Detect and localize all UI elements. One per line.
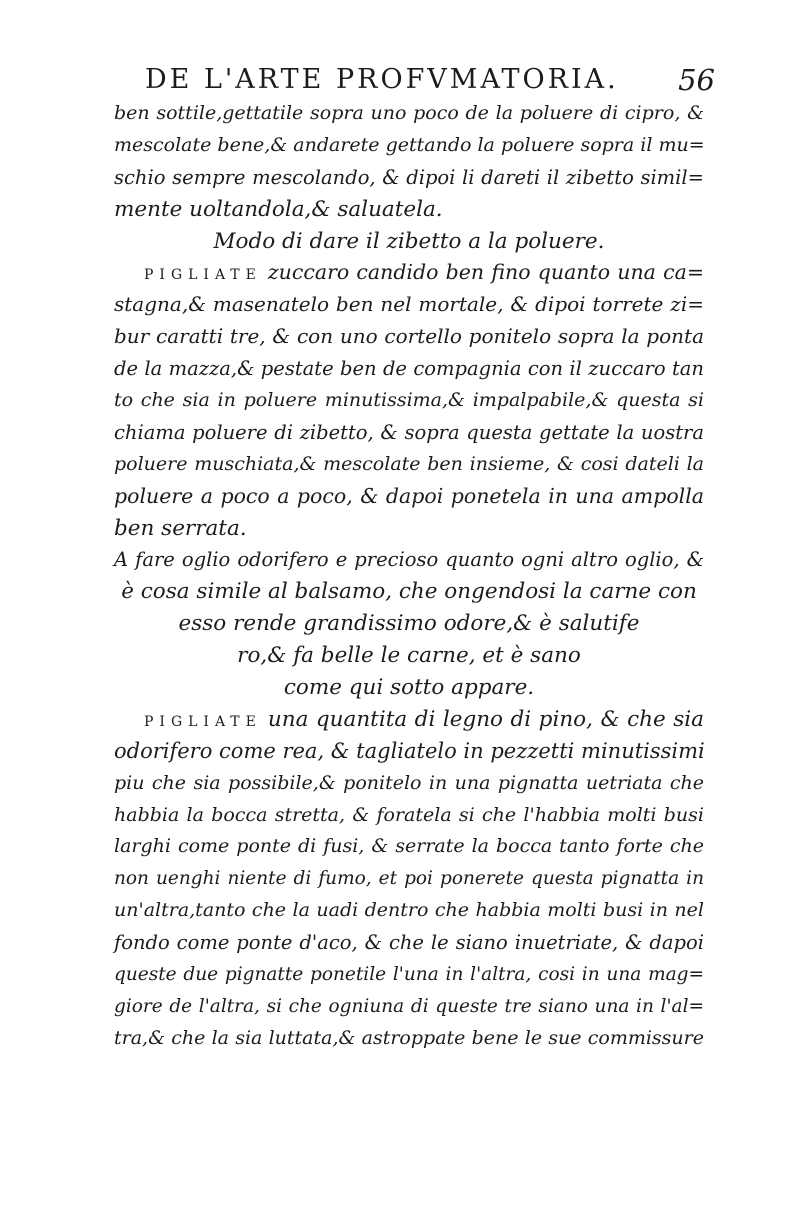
text-line: bur caratti tre, & con uno cortello ponitelo sopra la ponta [114, 324, 704, 349]
text-line: de la mazza,& pestate ben de compagnia con il zuccaro tan [114, 357, 704, 381]
text-line: schio sempre mescolando, & dipoi li dareti il zibetto simil= [114, 165, 704, 189]
running-title: DE L'ARTE PROFVMATORIA. [145, 64, 619, 95]
body-text [114, 98, 704, 1055]
text-line: stagna,& masenatelo ben nel mortale, & dipoi torrete zi= [114, 292, 704, 317]
section-heading-line: esso rende grandissimo odore,& è salutife [178, 611, 640, 637]
text-line: piu che sia possibile,& ponitelo in una pignatta uetriata che [114, 771, 704, 794]
lead-caps: PIGLIATE [144, 267, 262, 284]
text-line: habbia la bocca stretta, & foratela si che l'habbia molti busi [114, 803, 704, 826]
text-line: fondo come ponte d'aco, & che le siano inuetriate, & dapoi [114, 931, 704, 955]
text-line: poluere muschiata,& mescolate ben insieme, & cosi dateli la [114, 452, 704, 475]
section-heading: Modo di dare il zibetto a la poluere. [213, 228, 605, 254]
text-line: poluere a poco a poco, & dapoi ponetela in una ampolla [114, 483, 704, 508]
text-line: to che sia in poluere minutissima,& impalpabile,& questa si [114, 389, 704, 412]
text-line: chiama poluere di zibetto, & sopra questa gettate la uostra [114, 420, 704, 444]
text-line: mente uoltandola,& saluatela. [114, 196, 443, 222]
text-line: odorifero come rea, & tagliatelo in pezzetti minutissimi [114, 738, 705, 763]
page-number: 56 [678, 63, 715, 97]
text-line: ben serrata. [114, 515, 247, 541]
section-heading-line: A fare oglio odorifero e precioso quanto ogni altro oglio, & [114, 548, 704, 572]
lead-caps: PIGLIATE [144, 713, 262, 730]
text-line: non uenghi niente di fumo, et poi ponerete questa pignatta in [114, 868, 704, 890]
section-heading-line: ro,& fa belle le carne, et è sano [237, 643, 581, 669]
text-line: ben sottile,gettatile sopra uno poco de la poluere di cipro, & [114, 102, 704, 124]
section-heading-line: è cosa simile al balsamo, che ongendosi la carne con [121, 579, 697, 605]
text-line: queste due pignatte ponetile l'una in l'altra, cosi in una mag= [114, 964, 704, 986]
text-line: giore de l'altra, si che ogniuna di queste tre siano una in l'al= [114, 995, 704, 1017]
text-line: una quantita di legno di pino, & che sia [267, 706, 704, 732]
text-line: larghi come ponte di fusi, & serrate la bocca tanto forte che [114, 835, 704, 858]
paragraph-first-line [114, 257, 704, 289]
text-line: un'altra,tanto che la uadi dentro che habbia molti busi in nel [114, 899, 704, 922]
running-head [145, 60, 715, 100]
text-line: zuccaro candido ben fino quanto una ca= [267, 260, 704, 285]
text-line: mescolate bene,& andarete gettando la poluere sopra il mu= [114, 133, 705, 156]
section-heading-line: come qui sotto appare. [283, 675, 535, 701]
paragraph-first-line [114, 704, 704, 736]
text-line: tra,& che la sia luttata,& astroppate bene le sue commissure [114, 1026, 704, 1049]
